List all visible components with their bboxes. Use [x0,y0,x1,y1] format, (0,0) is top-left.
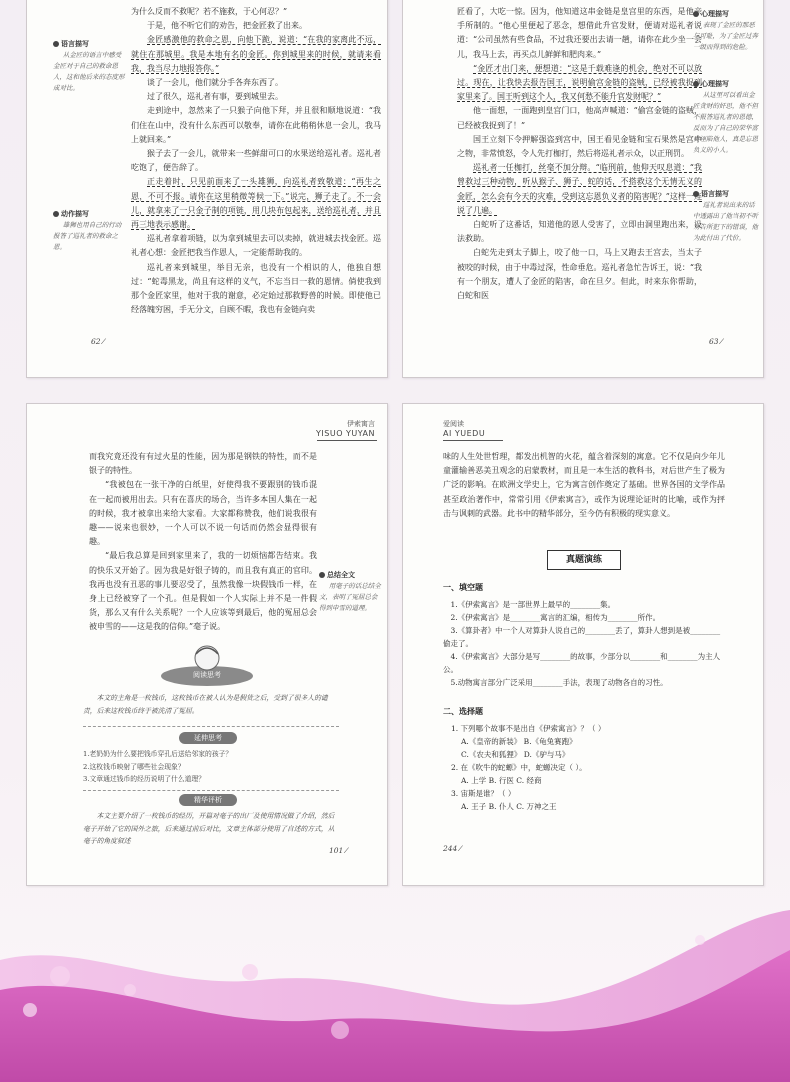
side-note-action [53,209,125,253]
page-number: 101 ⁄ [329,846,347,855]
paragraph: 于是，他不听它们的劝告，把金匠救了出来。 [147,21,307,31]
question-item: 1.老奶奶为什么要把钱币穿孔后送给邻家的孩子？ [83,750,233,758]
choice-item: 3. 宙斯是谁？（ ） [451,789,516,798]
paragraph: 味的人生处世哲理，都发出机智的火花，蕴含着深刻的寓意。它不仅是向少年儿童灌输善恶美丑观念的启蒙教材，而且是一本生活的教科书，对后世产生了极为广泛的影响。在欧洲文学史上，它为寓言创作奠定了基础。世界各国的文学作品甚至政治著作中，常常引用《伊索寓言》，或作为说理论证时的比喻，或作为抨击与讽刺的武器。此书中的精华部分，至今仍有积极的现实意义。 [443,452,725,518]
reading-label: 阅读思考 [193,671,221,679]
paragraph: 国王立刻下令押解强盗到宫中，国王看见金链和宝石果然是宫中之物，非常愤怒，令人先打枷打，然后将巡礼者示众，以正刑罚。 [457,134,702,159]
think-label: 延伸思考 [179,732,237,744]
paragraph: 猴子去了一会儿，就带来一些鲜甜可口的水果送给巡礼者。巡礼者吃饱了，便告辞了。 [131,149,381,173]
book-page-101 [26,403,388,886]
book-page-63 [402,0,764,378]
analysis-label: 精华评析 [179,794,237,806]
note-text: 从金匠的语言中感受金匠对于自己的救命恩人，这和他后来的态度形成对比。 [53,51,125,92]
note-tag: 动作描写 [53,209,125,220]
paragraph: 谈了一会儿，他们就分手各奔东西了。 [147,78,283,88]
paragraph: 巡礼者拿着项链，以为拿到城里去可以卖掉，就进城去找金匠。巡礼者心想：金匠把我当作恩人，一定能帮助我的。 [131,234,381,258]
choice-options: C.《农夫和狐狸》 D.《驴与马》 [461,750,570,759]
running-head-latin: YISUO YUYAN [316,429,375,438]
note-tag: 语言描写 [53,39,125,50]
running-head-title: 伊索寓言 [347,420,375,428]
questions-list [83,748,339,786]
choice-item: 1. 下列哪个故事不是出自《伊索寓言》？（ ） [451,724,606,733]
question-item: 3.文章通过钱币的经历说明了什么道理？ [83,775,206,783]
paragraph: “金匠才出门来，便想道：“这是千载难逢的机会，绝对不可以放过。现在，让我快去报告国王，说明偷宫金链的盗贼，已经被我捉到家里来了。国王听到这个人，我又何愁不能升官发财呢？” [457,63,702,102]
choice-questions [451,722,727,813]
running-head [443,420,533,438]
note-text: 雄狮也用自己的行动报答了巡礼者的救命之恩。 [53,221,122,251]
page-63-body [457,5,702,303]
paragraph: 而我究竟还没有有过火星的性能，因为那是钢铁的特性，而不是银子的特性。 [89,452,317,476]
page-101-body [89,450,317,635]
summary-text: 本文的主角是一枚钱币，这枚钱币在被人认为是假货之后，受到了很多人的谴责，后来这枚钱币终于被洗清了冤屈。 [83,694,328,715]
note-tag: 心理描写 [693,9,759,20]
note-text: 用毫子的话总结全文，表明了冤屈总会得到申雪的道理。 [319,582,381,612]
paragraph: 巡礼者来到城里，举目无亲，也没有一个相识的人，他独自想过：“蛇毒黑龙，尚且有这样的义气，不忘当日一救的恩情。倘使我到那个金匠家里，他对于我的谢意，必定始过那救野兽的时候。即使他已经落魄穷困，手无分文，自顾不暇，我也有金链向卖 [131,262,381,315]
bubble-icon [23,1003,37,1017]
divider [83,726,339,727]
paragraph: 匠看了，大吃一惊。因为，他知道这串金链是皇宫里的东西，是他亲手所制的。“他心里便起了恶念，想借此升官发财，便请对巡礼者说道：“公司虽然有些食品，不过我还要出去请一趟，请你在此少坐一会儿，我马上去，再买点儿鲜鲜和肥肉来。” [457,7,702,59]
page-244-intro [443,450,725,521]
choice-item: 2. 在《吹牛的蛇螈》中，蛇螈决定（ ）。 [451,763,587,772]
question-item: 2.这枚钱币映射了哪些社会现象？ [83,762,185,771]
paragraph: 金匠感激他的救命之恩，向他下跪，说道：“在我的家离此不远，就住在那城里。我是本地有名的金匠。你到城里来的时候，就请来看我，我当尽力地报答你。” [131,35,381,73]
paragraph: 过了很久，巡礼者有事，要到城里去。 [147,92,283,102]
paragraph: 白蛇听了这番话，知道他的恩人受害了，立即由洞里跑出来，设法救助。 [457,220,702,244]
bubble-icon [242,964,258,980]
choice-options: A. 上学 B. 行医 C. 经商 [461,776,542,785]
fill-questions [443,598,727,689]
head-rule [443,440,503,441]
bubble-icon [124,984,136,996]
fill-item: 4.《伊索寓言》大部分是写________的故事，少部分以________和________为主人公。 [443,652,721,674]
side-note-psych-2 [693,79,759,156]
bubble-icon [695,935,705,945]
paragraph: 白蛇先走到太子脚上，咬了他一口，马上又跑去王宫去，当太子被咬的时候，由于中毒过深，性命垂危。巡礼者急忙告诉王，说：“我有一个朋友，遭人了金匠的陷害，命在旦夕。但此，时来东你帮助，白蛇和医 [457,248,702,301]
exercise-title: 真题演练 [547,550,621,570]
side-note-summary [319,570,383,614]
page-62-body [131,5,381,317]
note-text: 从这里可以看出金匠贪财的奸思，他不但不报答巡礼者的恩德，反而为了自己的荣华富贵诬陷他人，真是忘恩负义的小人。 [693,91,758,154]
side-note-language [53,39,125,94]
note-tag: 心理描写 [693,79,759,90]
paragraph: 为什么反而不救呢？若不施救，于心何忍？” [131,7,288,16]
section-choice-heading: 二、选择题 [443,707,483,716]
note-text: 表现了金匠的那恶与可耻，为了金匠过奔一级而得到的危险。 [693,21,758,51]
fill-item: 1.《伊索寓言》是一部世界上最早的________集。 [450,600,616,609]
paragraph: 巡礼者一任枷打，丝毫不加分辩。“临刑前，他仰天叹息道：“我曾救过三种动物，听从猴子、狮子、蛇的话，不搭救这个无情无义的金匠，怎么会有今天的灾难，受到这忘恩负义者的陷害呢？”这样一连说了几遍。 [457,163,702,215]
child-face-icon [195,646,219,670]
paragraph: 走到途中，忽然来了一只猴子向他下拜，并且很和顺地说道：“我们住在山中，没有什么东西可以敬奉，请你在此稍稍休息一会儿，我马上就回来。” [131,106,381,144]
note-tag: 总结全文 [319,570,383,581]
divider [83,790,339,791]
side-note-language [693,189,759,244]
paragraph: “最后我总算是回到家里来了，我的一切烦恼都告结束。我的快乐又开始了。因为我是好银子铸的，而且我有真正的官印。我再也没有丑恶的事儿要忍受了，虽然我像一块假钱币一样，在身上已经被穿了一个孔。但是假如一个人实际上并不是一件假货，那么又有什么关系呢？一个人应该等到最后，他的冤屈总会被申雪的——这是我的信仰。”毫子说。 [89,551,317,632]
note-tag: 语言描写 [693,189,759,200]
fill-item: 3.《算卦者》中一个人对算卦人说自己的________丢了，算卦人想到是被________偷走了。 [443,626,721,648]
running-head-latin: AI YUEDU [443,429,486,438]
page-number: 244 ⁄ [443,844,461,853]
fill-item: 2.《伊索寓言》是________寓言的汇编，相传为________所作。 [450,613,661,622]
bubble-icon [50,966,70,986]
paragraph: 正走着时，只见前面来了一头雄狮，向巡礼者致敬道：“再生之恩，不可不报。请你在这里稍微等候一下。”说完，狮子走了。不一会儿，就拿来了一只金子制的项链，用几块布包起来，送给巡礼者，并且再三地表示感谢。 [131,177,381,230]
head-rule [317,440,377,441]
analysis-text: 本文主要介绍了一枚钱币的经历，开篇对毫子的出厂及使用情况做了介绍，然后毫子开始了它的国外之旅，后来通过前后对比，文章主体部分使用了自述的方式，从毫子的角度叙述 [83,812,335,845]
paragraph: “我被包在一张干净的白纸里，好使得我不要跟别的钱币混在一起而被用出去。只有在喜庆的场合，当许多本国人集在一起的时候，我才被拿出来给大家看。大家都称赞我，他们说我很有趣——说来也很妙，一个人可以不说一句话而仍然会显得很有趣。 [89,480,317,547]
note-text: 巡礼者说出来的话中透露出了他当初不听劝告所犯下的错误，他为此付出了代价。 [693,201,758,242]
pink-wave-decoration [0,880,790,1082]
book-page-62 [26,0,388,378]
choice-options: A. 王子 B. 仆人 C. 万神之王 [461,802,557,811]
side-note-psych-1 [693,9,759,53]
page-number: 63 ⁄ [709,337,723,346]
running-head [285,420,375,438]
page-number: 62 ⁄ [91,337,105,346]
bubble-icon [331,1021,349,1039]
book-page-244 [402,403,764,886]
choice-options: A.《皇帝的新装》 B.《龟兔赛跑》 [461,737,577,746]
section-fill-heading: 一、填空题 [443,583,483,592]
fill-item: 5.动物寓言部分广泛采用________手法，表现了动物各自的习性。 [450,678,668,687]
running-head-title: 爱阅读 [443,420,464,428]
paragraph: 他一面想，一面跑到皇宫门口，他高声喊道：“偷宫金链的盗贼，已经被我捉到了！” [457,106,702,130]
